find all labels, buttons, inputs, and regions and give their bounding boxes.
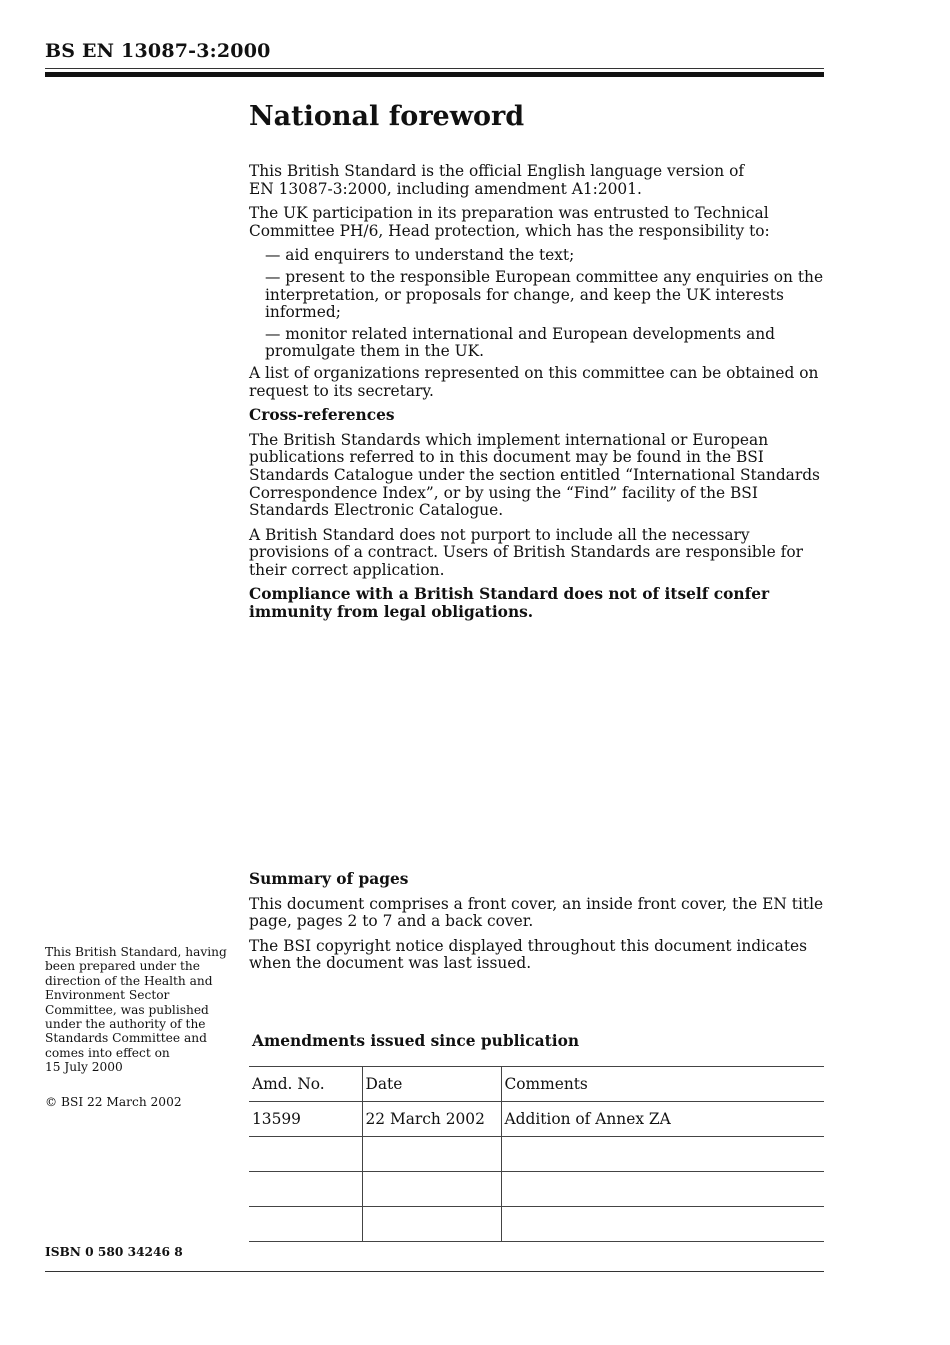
summary-para-2: The BSI copyright notice displayed throughout this document indicates when the document was last issued. — [249, 936, 808, 973]
table-cell — [249, 1172, 362, 1207]
table-cell: 22 March 2002 — [362, 1102, 501, 1137]
column-header-comments: Comments — [501, 1067, 824, 1102]
table-cell — [362, 1207, 501, 1242]
summary-of-pages — [249, 871, 829, 980]
table-cell — [362, 1137, 501, 1172]
copyright-notice: © BSI 22 March 2002 — [45, 1094, 182, 1109]
table-row — [249, 1207, 824, 1242]
publication-note-text: This British Standard, having been prepared under the direction of the Health and Environment Sector Committee, was published under the authority of the Standards Committee and comes into effect on — [45, 945, 227, 1060]
amendments-table — [249, 1066, 824, 1242]
table-cell: 13599 — [249, 1102, 362, 1137]
summary-para-1: This document comprises a front cover, an inside front cover, the EN title page, pages 2 to 7 and a back cover. — [249, 894, 824, 931]
cross-references-para-1: The British Standards which implement international or European publications referred to in this document may be found in the BSI Standards Catalogue under the section entitled “International Standards Correspondence Index”, or by using the “Find” facility of the BSI Standards Electronic Catalogue. — [249, 430, 820, 520]
foreword-para-3: A list of organizations represented on this committee can be obtained on request to its secretary. — [249, 363, 819, 400]
cross-references-heading: Cross-references — [249, 406, 395, 425]
summary-heading: Summary of pages — [249, 870, 409, 888]
header-rule-thick — [45, 72, 824, 77]
table-cell — [501, 1172, 824, 1207]
amendments-title: Amendments issued since publication — [252, 1032, 580, 1050]
table-cell — [501, 1207, 824, 1242]
column-header-amd-no: Amd. No. — [249, 1067, 362, 1102]
column-header-date: Date — [362, 1067, 501, 1102]
isbn: ISBN 0 580 34246 8 — [45, 1245, 183, 1259]
table-cell — [501, 1137, 824, 1172]
foreword-para-1-line-2: EN 13087-3:2000, including amendment A1:2001. — [249, 179, 642, 198]
publication-note — [45, 945, 230, 1075]
cross-references-para-2: A British Standard does not purport to include all the necessary provisions of a contract. Users of British Standards are responsible for their correct application. — [249, 525, 803, 579]
table-cell — [249, 1137, 362, 1172]
effective-date: 15 July 2000 — [45, 1060, 123, 1075]
foreword-para-2: The UK participation in its preparation was entrusted to Technical Committee PH/6, Head protection, which has the responsibility to: — [249, 204, 770, 240]
table-row — [249, 1172, 824, 1207]
foreword-para-1 — [249, 163, 829, 198]
publication-sidebar — [45, 945, 230, 1109]
table-row — [249, 1102, 824, 1137]
document-id: BS EN 13087-3:2000 — [45, 40, 271, 62]
table-cell — [249, 1207, 362, 1242]
table-row — [249, 1137, 824, 1172]
footer-rule — [45, 1271, 824, 1272]
compliance-statement: Compliance with a British Standard does not of itself confer immunity from legal obligations. — [249, 585, 770, 622]
responsibility-item: — present to the responsible European committee any enquiries on the interpretation, or proposals for change, and keep the UK interests informed; — [265, 267, 824, 322]
table-cell — [362, 1172, 501, 1207]
foreword-para-1-line-1: This British Standard is the official English language version of — [249, 162, 745, 180]
responsibility-item: — aid enquirers to understand the text; — [265, 246, 575, 265]
header-rule-thin — [45, 68, 824, 69]
page-title: National foreword — [249, 101, 525, 132]
table-header-row — [249, 1067, 824, 1102]
table-cell: Addition of Annex ZA — [501, 1102, 824, 1137]
responsibility-item: — monitor related international and European developments and promulgate them in the UK. — [265, 324, 776, 361]
foreword-body — [249, 163, 829, 629]
